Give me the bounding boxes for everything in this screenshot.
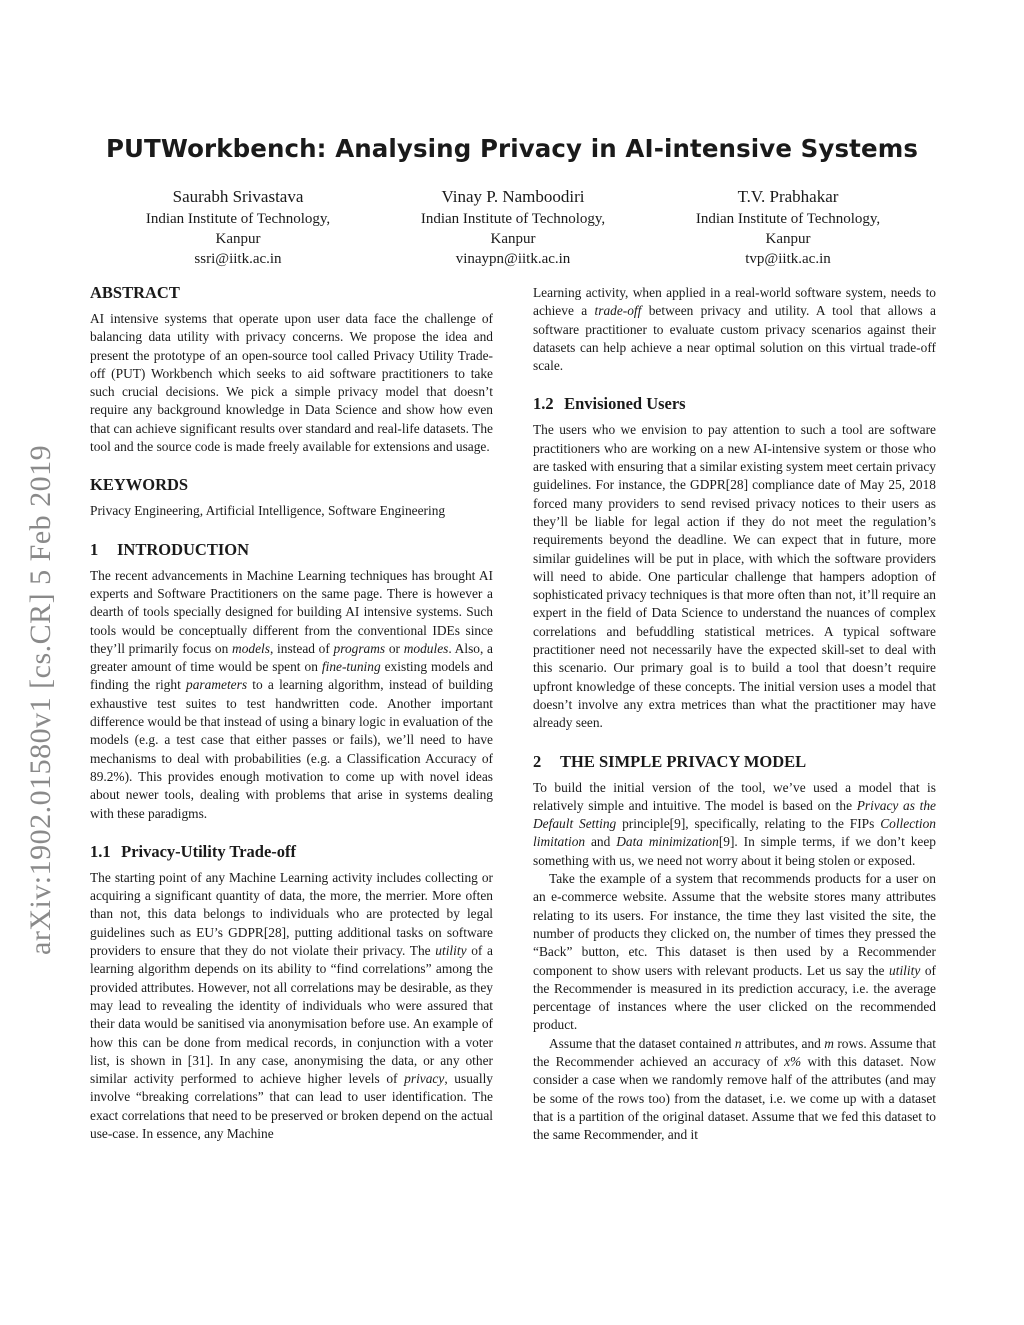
keywords-text: Privacy Engineering, Artificial Intelligence, Software Engineering: [90, 503, 446, 519]
arxiv-identifier-text: arXiv:1902.01580v1 [cs.CR] 5 Feb 2019: [24, 444, 57, 955]
introduction-paragraph: The recent advancements in Machine Learning techniques has brought AI experts and Software Practitioners on the same page. There is however a dearth of tools specially designed for building AI intensive systems. Such tools would be conceptually different from the conventional IDEs since they’ll primarily focus on models, instead of programs or modules. Also, a greater amount of time would be spent on fine-tuning existing models and finding the right parameters to a learning algorithm, instead of building exhaustive test suites to test handwritten code. Another important difference would be that instead of using a binary logic in evaluation of the models (e.g. a test case that either passes or fails), we’ll need to have mechanisms to deal with probabilities (e.g. a Classification Accuracy of 89.2%). This provides enough motivation to come up with novel ideas about newer tools, dealing with problems that arise in systems dealing with these paradigms.: [90, 567, 493, 821]
arxiv-identifier-stamp: [23, 365, 59, 955]
author-affiliation: Indian Institute of Technology,: [695, 211, 881, 227]
section-title: Envisioned Users: [564, 394, 686, 414]
continuation-paragraph: Learning activity, when applied in a real-world software system, needs to achieve a trade-off between privacy and utility. A tool that allows a software practitioner to evaluate custom privacy scenarios against their datasets can help achieve a near optimal solution on this virtual trade-off scale.: [533, 285, 937, 374]
keywords-heading: KEYWORDS: [90, 475, 189, 495]
section-2-paragraph-3: Assume that the dataset contained n attributes, and m rows. Assume that the Recommender achieved an accuracy of x% with this dataset. Now consider a case when we randomly remove half of the attributes (and may be some of the rows too) from the dataset, i.e. we come up with a dataset that is a partition of the original dataset. Assume that we fed this dataset to the same Recommender, and it: [533, 1035, 937, 1143]
subsection-1-1-heading: [90, 841, 493, 863]
author-block: [108, 185, 368, 269]
section-title: THE SIMPLE PRIVACY MODEL: [560, 751, 807, 771]
section-number: 1: [90, 539, 99, 559]
author-block: [658, 185, 918, 269]
section-title: Privacy-Utility Trade-off: [121, 841, 297, 861]
author-email: vinaypn@iitk.ac.in: [455, 251, 571, 267]
section-number: 2: [533, 751, 542, 771]
section-number: 1.1: [90, 841, 111, 861]
introduction-heading: [90, 539, 493, 561]
section-2-paragraph-2: Take the example of a system that recommends products for a user on an e-commerce website. Assume that the website stores many attributes relating to its users. For instance, the time they last visited the site, the number of products they clicked on, the number of times they pressed the “Back” button, etc. This dataset is then used by a Recommender component to show users with relevant products. Let us say the utility of the Recommender is measured in its prediction accuracy, i.e. the average percentage of instances where the user clicked on the recommended product.: [533, 871, 936, 1033]
paper-title: PUTWorkbench: Analysing Privacy in AI-intensive Systems: [105, 134, 919, 163]
author-name: Saurabh Srivastava: [172, 187, 304, 206]
author-affiliation-city: Kanpur: [765, 231, 811, 247]
author-affiliation-city: Kanpur: [215, 231, 261, 247]
abstract-text: AI intensive systems that operate upon user data face the challenge of balancing data utility with privacy concerns. We propose the idea and present the prototype of an open-source tool called Privacy Utility Trade-off (PUT) Workbench which seeks to aid software practitioners to take such crucial decisions. We pick a simple privacy model that doesn’t require any background knowledge in Data Science and show how even that can achieve significant results over standard and real-life datasets. The tool and the source code is made freely available for extensions and usage.: [90, 311, 493, 455]
author-affiliation-city: Kanpur: [490, 231, 536, 247]
author-email: ssri@iitk.ac.in: [194, 251, 282, 267]
abstract-heading: ABSTRACT: [90, 283, 180, 302]
author-block: [383, 185, 643, 269]
section-2-heading: [533, 751, 936, 773]
author-affiliation: Indian Institute of Technology,: [420, 211, 606, 227]
author-name: Vinay P. Namboodiri: [441, 187, 585, 206]
right-column: [533, 284, 936, 1144]
author-email: tvp@iitk.ac.in: [745, 251, 831, 267]
author-name: T.V. Prabhakar: [737, 187, 839, 206]
subsection-1-2-paragraph: The users who we envision to pay attention to such a tool are software practitioners who are working on a new AI-intensive system or those who are tasked with ensuring that a similar existing system meet certain privacy guidelines. For instance, the GDPR[28] compliance date of May 25, 2018 forced many providers to send revised privacy notices to their users as they’ll be liable for legal action if they do not meet the regulation’s requirements beyond the deadline. We can expect that in future, more similar guidelines will be put in place, with which the software providers will need to abide. One particular challenge that hampers adoption of sophisticated privacy techniques is that more often than not, it’ll require an expert in the field of Data Science to understand the nuances of complex correlations and befuddling statistical metrices. A typical software practitioner need not necessarily have the expected skill-set to deal with this scenario. Our primary goal is to build a tool that doesn’t require upfront knowledge of these concepts. The initial version uses a model that doesn’t involve any extra metrices than what the practitioner may have already seen.: [533, 422, 936, 731]
subsection-1-2-heading: [533, 393, 936, 415]
left-column: [90, 282, 493, 1143]
section-2-paragraph-1: To build the initial version of the tool, we’ve used a model that is relatively simple and intuitive. The model is based on the Privacy as the Default Setting principle[9], specifically, relating to the FIPs Collection limitation and Data minimization[9]. In simple terms, if we don’t keep something with us, we need not worry about it being stolen or exposed.: [533, 779, 937, 868]
section-title: INTRODUCTION: [117, 539, 250, 559]
section-number: 1.2: [533, 394, 554, 414]
subsection-1-1-paragraph: The starting point of any Machine Learning activity includes collecting or acquiring a significant quantity of data, the more, the merrier. More often than not, this data belongs to individuals who are protected by legal guidelines such as EU’s GDPR[28], putting additional tasks on software providers to ensure that they do not violate their privacy. The utility of a learning algorithm depends on its ability to “find correlations” among the provided attributes. However, not all correlations may be desirable, as they may lead to revealing the identity of individuals who were assured that their data would be sanitised via anonymisation before use. An example of how this can be done from medical records, in conjunction with a voter list, is shown in [31]. In any case, anonymising the data, or any other similar activity performed to achieve higher levels of privacy, usually involve “breaking correlations” that can lead to user identification. The exact correlations that need to be preserved or broken depend on the actual use-case. In essence, any Machine: [90, 869, 493, 1141]
author-affiliation: Indian Institute of Technology,: [145, 211, 331, 227]
